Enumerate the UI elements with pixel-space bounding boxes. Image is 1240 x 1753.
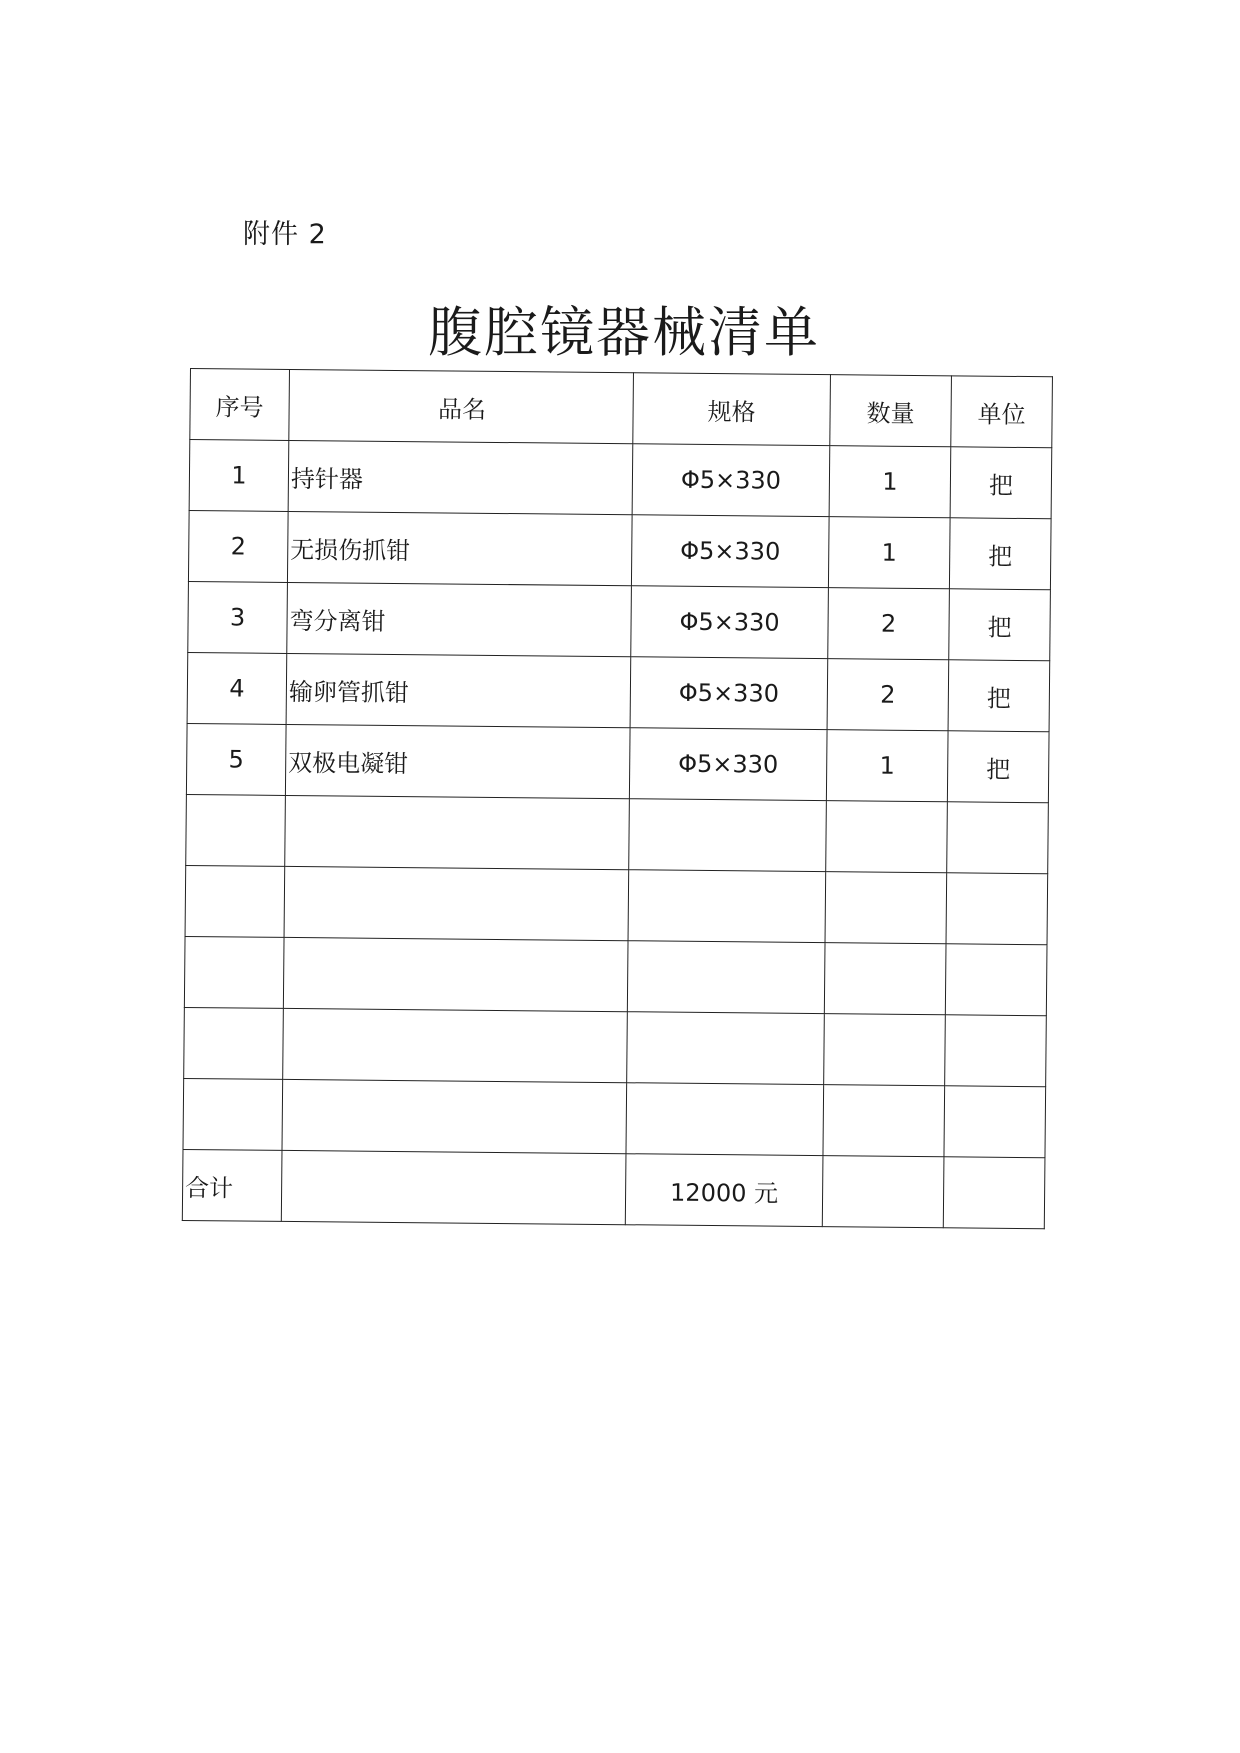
empty-row xyxy=(184,1007,1047,1086)
document-title: 腹腔镜器械清单 xyxy=(428,301,820,364)
row-no: 2 xyxy=(188,510,288,582)
row-unit: 把 xyxy=(947,731,1049,803)
instrument-table-container xyxy=(182,368,1049,1229)
table-row xyxy=(189,440,1052,519)
row-unit: 把 xyxy=(949,518,1051,590)
empty-cell xyxy=(945,944,1047,1016)
empty-cell xyxy=(944,1086,1046,1158)
empty-cell xyxy=(943,1157,1045,1229)
row-no: 5 xyxy=(186,723,286,795)
empty-cell xyxy=(283,937,628,1011)
row-unit: 把 xyxy=(948,660,1050,732)
empty-cell xyxy=(947,802,1049,874)
empty-cell xyxy=(823,1085,945,1157)
empty-cell xyxy=(284,866,629,940)
row-name: 持针器 xyxy=(288,440,633,514)
empty-cell xyxy=(186,794,286,866)
empty-cell xyxy=(184,1007,284,1079)
table-row xyxy=(187,652,1050,731)
total-amount: 12000 元 xyxy=(625,1154,823,1227)
instrument-table xyxy=(182,368,1053,1229)
empty-row xyxy=(184,936,1047,1015)
empty-cell xyxy=(183,1078,283,1150)
header-name: 品名 xyxy=(289,369,634,443)
row-no: 1 xyxy=(189,440,289,512)
row-spec: Φ5×330 xyxy=(631,515,829,588)
total-label: 合计 xyxy=(182,1149,282,1221)
empty-cell xyxy=(824,1014,946,1086)
empty-row xyxy=(185,865,1048,944)
row-name: 弯分离钳 xyxy=(287,582,632,656)
empty-row xyxy=(183,1078,1046,1157)
attachment-label: 附件 2 xyxy=(243,219,327,250)
empty-cell xyxy=(285,795,630,869)
row-qty: 1 xyxy=(828,517,950,589)
empty-cell xyxy=(825,872,947,944)
header-spec: 规格 xyxy=(633,373,831,446)
row-qty: 2 xyxy=(828,588,950,660)
header-unit: 单位 xyxy=(951,376,1053,448)
empty-cell xyxy=(627,941,825,1014)
empty-cell xyxy=(946,873,1048,945)
row-no: 4 xyxy=(187,652,287,724)
table-header-row xyxy=(190,369,1053,448)
row-name: 输卵管抓钳 xyxy=(286,653,631,727)
table-row xyxy=(188,510,1051,589)
header-qty: 数量 xyxy=(830,375,952,447)
empty-cell xyxy=(283,1008,628,1082)
total-row xyxy=(182,1149,1045,1228)
empty-cell xyxy=(629,799,827,872)
row-spec: Φ5×330 xyxy=(631,586,829,659)
row-qty: 1 xyxy=(829,446,951,518)
row-spec: Φ5×330 xyxy=(629,728,827,801)
row-qty: 2 xyxy=(827,659,949,731)
empty-cell xyxy=(282,1079,627,1153)
row-qty: 1 xyxy=(826,730,948,802)
empty-cell xyxy=(281,1150,626,1224)
row-name: 双极电凝钳 xyxy=(285,724,630,798)
row-unit: 把 xyxy=(950,447,1052,519)
empty-cell xyxy=(822,1156,944,1228)
row-spec: Φ5×330 xyxy=(630,657,828,730)
empty-cell xyxy=(945,1015,1047,1087)
empty-cell xyxy=(185,865,285,937)
table-row xyxy=(186,723,1049,802)
row-unit: 把 xyxy=(949,589,1051,661)
empty-cell xyxy=(824,943,946,1015)
row-spec: Φ5×330 xyxy=(632,444,830,517)
header-no: 序号 xyxy=(190,369,290,441)
empty-cell xyxy=(826,801,948,873)
empty-cell xyxy=(626,1083,824,1156)
empty-row xyxy=(186,794,1049,873)
table-row xyxy=(188,581,1051,660)
empty-cell xyxy=(628,870,826,943)
empty-cell xyxy=(184,936,284,1008)
row-name: 无损伤抓钳 xyxy=(287,511,632,585)
empty-cell xyxy=(627,1012,825,1085)
row-no: 3 xyxy=(188,581,288,653)
